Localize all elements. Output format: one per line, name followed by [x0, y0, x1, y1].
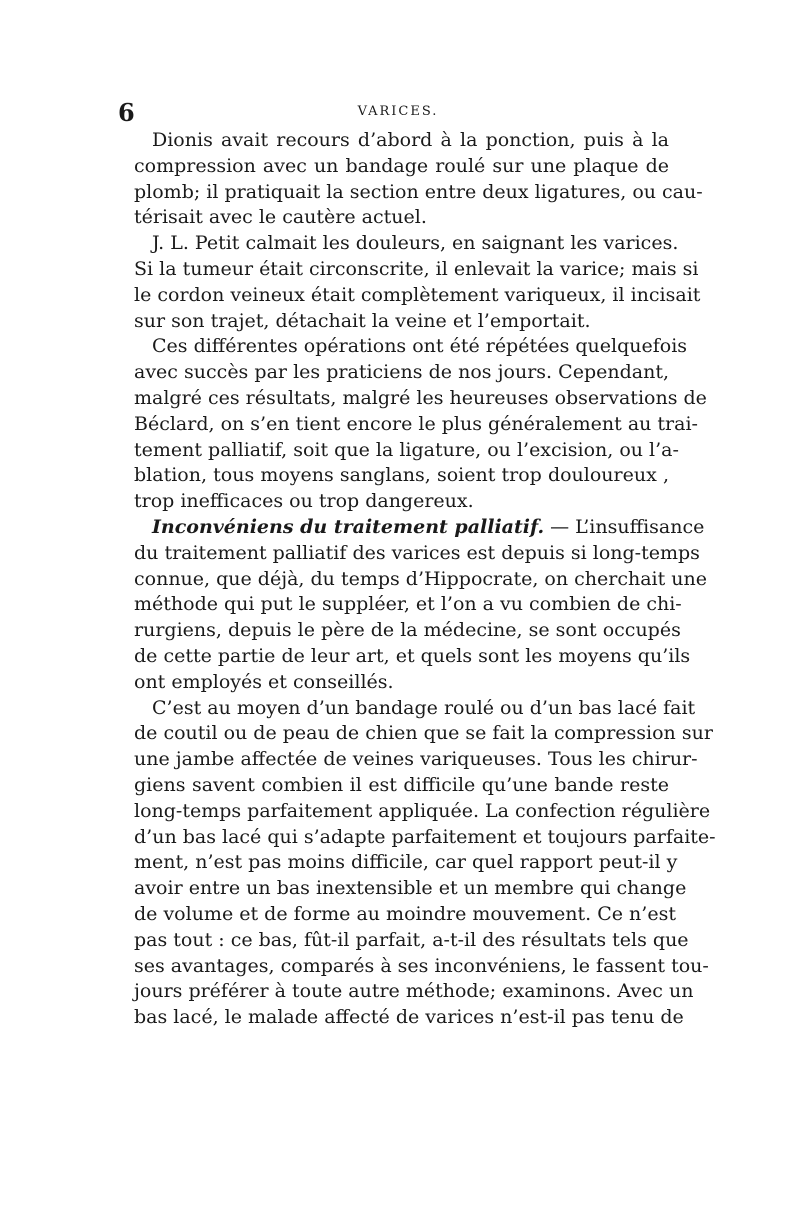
text-line: de cette partie de leur art, et quels sont les moyens qu’ils	[134, 644, 691, 667]
text-line: térisait avec le cautère actuel.	[134, 206, 427, 229]
section-heading: Inconvéniens du traitement palliatif.	[152, 515, 545, 538]
page-header	[118, 98, 678, 128]
text-line: avec succès par les praticiens de nos jours. Cependant,	[134, 361, 669, 384]
page-number: 6	[118, 98, 135, 127]
text-line: Dionis avait recours d’abord à la ponction, puis à la	[152, 129, 669, 151]
text-line: ment, n’est pas moins difficile, car quel rapport peut-il y	[134, 851, 678, 874]
text-line	[134, 515, 705, 541]
text-line: d’un bas lacé qui s’adapte parfaitement et toujours parfaite-	[134, 825, 716, 848]
body-text	[134, 128, 716, 1031]
running-title: VARICES.	[357, 104, 439, 119]
text-line-rest: — L’insuffisance	[544, 515, 705, 538]
text-line: de volume et de forme au moindre mouvement. Ce n’est	[134, 902, 676, 925]
text-line: le cordon veineux était complètement variqueux, il incisait	[134, 283, 701, 306]
text-line: ont employés et conseillés.	[134, 670, 394, 693]
text-line: jours préférer à toute autre méthode; examinons. Avec un	[134, 980, 694, 1003]
text-line: trop inefficaces ou trop dangereux.	[134, 490, 474, 513]
text-line: une jambe affectée de veines variqueuses. Tous les chirur-	[134, 748, 698, 771]
text-line: connue, que déjà, du temps d’Hippocrate, on cherchait une	[134, 567, 708, 590]
text-line: du traitement palliatif des varices est depuis si long-temps	[134, 541, 700, 564]
text-line: J. L. Petit calmait les douleurs, en saignant les varices.	[152, 232, 679, 255]
text-line: rurgiens, depuis le père de la médecine, se sont occupés	[134, 619, 681, 642]
text-line: méthode qui put le suppléer, et l’on a vu combien de chi-	[134, 593, 682, 616]
text-line: avoir entre un bas inextensible et un membre qui change	[134, 877, 687, 900]
text-line: bas lacé, le malade affecté de varices n’est-il pas tenu de	[134, 1006, 684, 1029]
text-line: Si la tumeur était circonscrite, il enlevait la varice; mais si	[134, 257, 699, 280]
text-line: pas tout : ce bas, fût-il parfait, a-t-il des résultats tels que	[134, 928, 689, 951]
text-line: blation, tous moyens sanglans, soient trop douloureux ,	[134, 464, 669, 487]
text-line: tement palliatif, soit que la ligature, ou l’excision, ou l’a-	[134, 438, 679, 461]
text-line: de coutil ou de peau de chien que se fait la compression sur	[134, 722, 713, 745]
text-line: C’est au moyen d’un bandage roulé ou d’un bas lacé fait	[152, 696, 696, 719]
text-line: Ces différentes opérations ont été répétées quelquefois	[152, 335, 688, 358]
text-line: malgré ces résultats, malgré les heureuses observations de	[134, 386, 707, 409]
text-line: Béclard, on s’en tient encore le plus généralement au trai-	[134, 412, 698, 435]
text-line: ses avantages, comparés à ses inconvéniens, le fassent tou-	[134, 954, 709, 977]
text-line: sur son trajet, détachait la veine et l’emportait.	[134, 309, 591, 332]
text-line: giens savent combien il est difficile qu’une bande reste	[134, 773, 669, 796]
text-line: long-temps parfaitement appliquée. La confection régulière	[134, 799, 711, 822]
text-line: compression avec un bandage roulé sur une plaque de	[134, 154, 669, 177]
text-line: plomb; il pratiquait la section entre deux ligatures, ou cau-	[134, 180, 703, 203]
